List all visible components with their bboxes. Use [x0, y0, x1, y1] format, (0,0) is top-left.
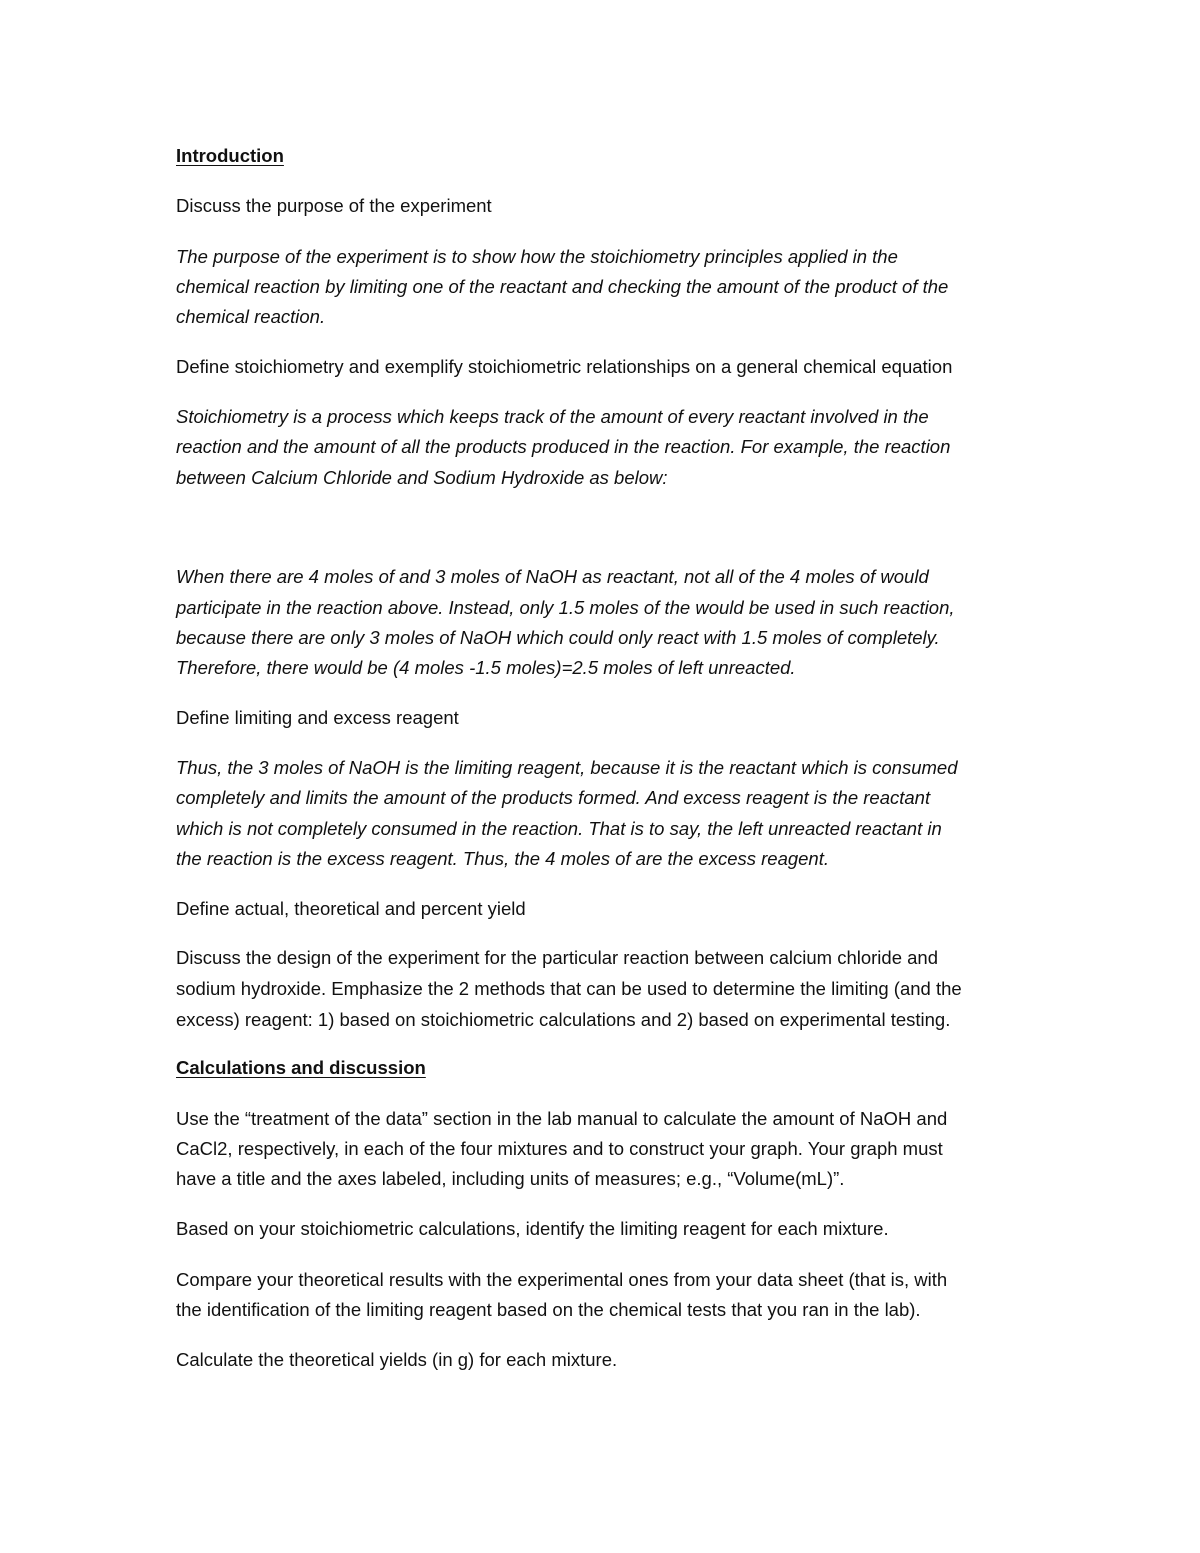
- limiting-answer-line: which is not completely consumed in the reaction. That is to say, the left unreacted reactant in: [176, 818, 942, 839]
- identify-prompt: Based on your stoichiometric calculations, identify the limiting reagent for each mixture.: [176, 1218, 889, 1239]
- compare-prompt-line: Compare your theoretical results with the experimental ones from your data sheet (that is, with: [176, 1269, 948, 1290]
- treatment-prompt-line: have a title and the axes labeled, including units of measures; e.g., “Volume(mL)”.: [176, 1168, 845, 1189]
- calculations-heading: Calculations and discussion: [176, 1057, 426, 1078]
- moles-answer-line: because there are only 3 moles of NaOH which could only react with 1.5 moles of completely.: [176, 627, 940, 648]
- stoichiometry-answer-line: between Calcium Chloride and Sodium Hydroxide as below:: [176, 467, 668, 488]
- purpose-answer-line: The purpose of the experiment is to show how the stoichiometry principles applied in the: [176, 246, 898, 267]
- treatment-prompt-line: Use the “treatment of the data” section in the lab manual to calculate the amount of NaOH and: [176, 1108, 948, 1129]
- design-prompt-line: excess) reagent: 1) based on stoichiometric calculations and 2) based on experimental testing.: [176, 1009, 951, 1030]
- purpose-answer-line: chemical reaction by limiting one of the reactant and checking the amount of the product of the: [176, 276, 949, 297]
- introduction-heading: Introduction: [176, 145, 284, 166]
- purpose-prompt: Discuss the purpose of the experiment: [176, 195, 492, 216]
- purpose-answer-line: chemical reaction.: [176, 306, 326, 327]
- theoretical-yield-prompt: Calculate the theoretical yields (in g) for each mixture.: [176, 1349, 618, 1370]
- moles-answer-line: participate in the reaction above. Instead, only 1.5 moles of the would be used in such reaction,: [176, 597, 955, 618]
- limiting-answer-line: Thus, the 3 moles of NaOH is the limiting reagent, because it is the reactant which is consumed: [176, 757, 958, 778]
- limiting-reagent-prompt: Define limiting and excess reagent: [176, 707, 459, 728]
- moles-answer-line: Therefore, there would be (4 moles -1.5 moles)=2.5 moles of left unreacted.: [176, 657, 796, 678]
- yield-prompt: Define actual, theoretical and percent yield: [176, 898, 526, 919]
- stoichiometry-answer-line: Stoichiometry is a process which keeps track of the amount of every reactant involved in the: [176, 406, 929, 427]
- moles-answer-line: When there are 4 moles of and 3 moles of NaOH as reactant, not all of the 4 moles of would: [176, 566, 929, 587]
- design-prompt-line: sodium hydroxide. Emphasize the 2 methods that can be used to determine the limiting (and the: [176, 978, 962, 999]
- stoichiometry-prompt: Define stoichiometry and exemplify stoichiometric relationships on a general chemical equation: [176, 356, 953, 377]
- design-prompt-line: Discuss the design of the experiment for the particular reaction between calcium chloride and: [176, 947, 938, 968]
- treatment-prompt-line: CaCl2, respectively, in each of the four mixtures and to construct your graph. Your graph must: [176, 1138, 943, 1159]
- stoichiometry-answer-line: reaction and the amount of all the products produced in the reaction. For example, the reaction: [176, 436, 951, 457]
- compare-prompt-line: the identification of the limiting reagent based on the chemical tests that you ran in the lab).: [176, 1299, 921, 1320]
- limiting-answer-line: completely and limits the amount of the products formed. And excess reagent is the reactant: [176, 787, 931, 808]
- limiting-answer-line: the reaction is the excess reagent. Thus, the 4 moles of are the excess reagent.: [176, 848, 830, 869]
